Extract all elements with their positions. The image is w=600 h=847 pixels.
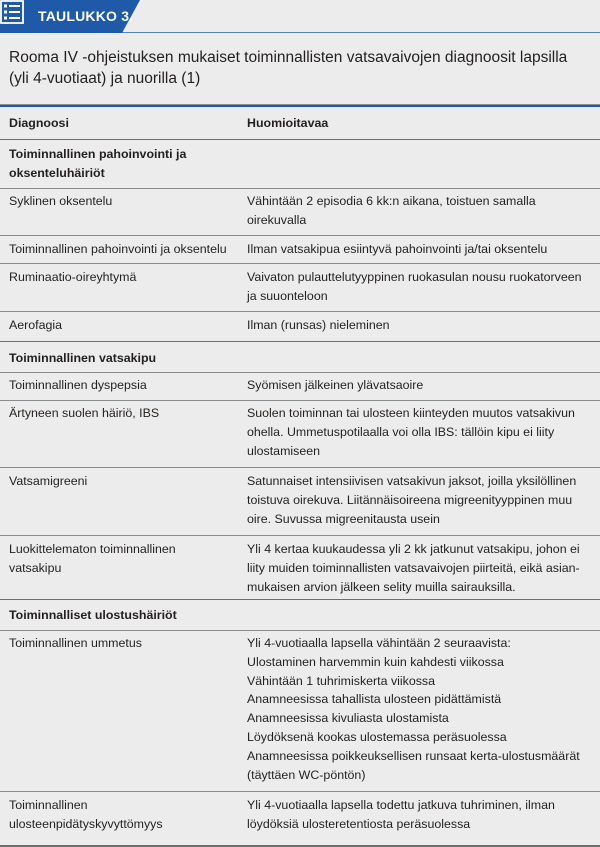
notes-cell: Ilman vatsakipua esiintyvä pahoinvointi ja/tai oksentelu	[247, 242, 548, 256]
row-rule	[0, 599, 600, 600]
notes-cell: Vähintään 2 episodia 6 kk:n aikana, toistuen samalla	[247, 194, 536, 208]
diagnosis-cell: Toiminnallinen	[9, 798, 88, 812]
diagnosis-cell: Ärtyneen suolen häiriö, IBS	[9, 406, 160, 420]
section-title: Toiminnallinen pahoinvointi ja	[9, 147, 187, 161]
row-rule	[0, 263, 600, 264]
notes-cell: Vähintään 1 tuhrimiskerta viikossa	[247, 673, 436, 688]
table-tab-header	[0, 0, 600, 33]
row-rule	[0, 400, 600, 401]
header-rule	[0, 139, 600, 140]
notes-cell: ulostamiseen	[247, 443, 321, 458]
diagnosis-cell: Toiminnallinen dyspepsia	[9, 378, 147, 392]
notes-cell: Yli 4-vuotiaalla lapsella todettu jatkuva tuhriminen, ilman	[247, 798, 555, 812]
row-rule	[0, 467, 600, 468]
tab-label: TAULUKKO 3.	[38, 8, 134, 24]
notes-cell: Yli 4-vuotiaalla lapsella vähintään 2 seuraavista:	[247, 636, 511, 650]
section-title: oksenteluhäiriöt	[9, 165, 105, 180]
notes-cell: toistuva oirekuva. Liitännäisoireena migreenityyppinen muu	[247, 492, 573, 507]
column-header-notes: Huomioitavaa	[247, 116, 329, 130]
row-rule	[0, 235, 600, 236]
diagnosis-cell: Syklinen oksentelu	[9, 194, 113, 208]
section-rule	[0, 188, 600, 189]
row-rule	[0, 535, 600, 536]
notes-cell: ja suuonteloon	[247, 288, 328, 303]
diagnosis-cell: Luokittelematon toiminnallinen	[9, 542, 176, 556]
row-rule	[0, 791, 600, 792]
diagnosis-cell: Toiminnallinen ummetus	[9, 636, 142, 650]
section-rule	[0, 630, 600, 631]
notes-cell: Syömisen jälkeinen ylävatsaoire	[247, 378, 424, 392]
notes-cell: Anamneesissa tahallista ulosteen pidättämistä	[247, 692, 502, 707]
diagnosis-cell: Toiminnallinen pahoinvointi ja oksentelu	[9, 242, 227, 256]
notes-cell: Anamneesissa kivuliasta ulostamista	[247, 711, 449, 726]
notes-cell: Suolen toiminnan tai ulosteen kiinteyden muutos vatsakivun	[247, 406, 575, 420]
diagnosis-cell: Ruminaatio-oireyhtymä	[9, 270, 137, 284]
row-rule	[0, 341, 600, 342]
diagnosis-cell: vatsakipu	[9, 560, 62, 575]
notes-cell: mukaisen arvion jälkeen selity muilla sairauksilla.	[247, 579, 516, 594]
row-rule	[0, 311, 600, 312]
notes-cell: (täyttäen WC-pöntön)	[247, 767, 366, 782]
notes-cell: ohella. Ummetuspotilaalla voi olla IBS: tällöin kipu ei liity	[247, 424, 555, 439]
row-rule	[0, 104, 600, 105]
diagnosis-table	[0, 104, 600, 847]
section-title: Toiminnalliset ulostushäiriöt	[9, 608, 177, 622]
notes-cell: Yli 4 kertaa kuukaudessa yli 2 kk jatkunut vatsakipu, johon ei	[247, 542, 580, 556]
diagnosis-cell: ulosteenpidätyskyvyttömyys	[9, 816, 163, 831]
notes-cell: löydöksiä ulosteretentiosta peräsuolessa	[247, 816, 471, 831]
notes-cell: Ilman (runsas) nieleminen	[247, 318, 390, 332]
notes-cell: Satunnaiset intensiivisen vatsakivun jaksot, joilla yksilöllinen	[247, 474, 577, 488]
table-title: Rooma IV -ohjeistuksen mukaiset toiminnallisten vatsavaivojen diagnoosit lapsilla (yli 4-vuotiaat) ja nuorilla (1)	[9, 49, 568, 87]
notes-cell: Löydöksenä kookas ulostemassa peräsuolessa	[247, 730, 507, 744]
diagnosis-cell: Aerofagia	[9, 318, 63, 332]
notes-cell: oire. Suvussa migreenitausta usein	[247, 511, 440, 526]
section-title: Toiminnallinen vatsakipu	[9, 351, 157, 365]
notes-cell: Vaivaton pulauttelutyyppinen ruokasulan nousu ruokatorveen	[247, 270, 582, 284]
section-rule	[0, 372, 600, 373]
diagnosis-cell: Vatsamigreeni	[9, 474, 88, 488]
notes-cell: Ulostaminen harvemmin kuin kahdesti viikossa	[247, 654, 504, 669]
table-list-icon	[0, 0, 24, 24]
notes-cell: Anamneesissa poikkeuksellisen runsaat kerta-ulostusmäärät	[247, 748, 580, 763]
column-header-diagnosis: Diagnoosi	[9, 116, 69, 130]
notes-cell: liity muiden toiminnallisten vatsavaivojen piirteitä, eikä asian-	[247, 560, 580, 575]
notes-cell: oirekuvalla	[247, 212, 307, 227]
